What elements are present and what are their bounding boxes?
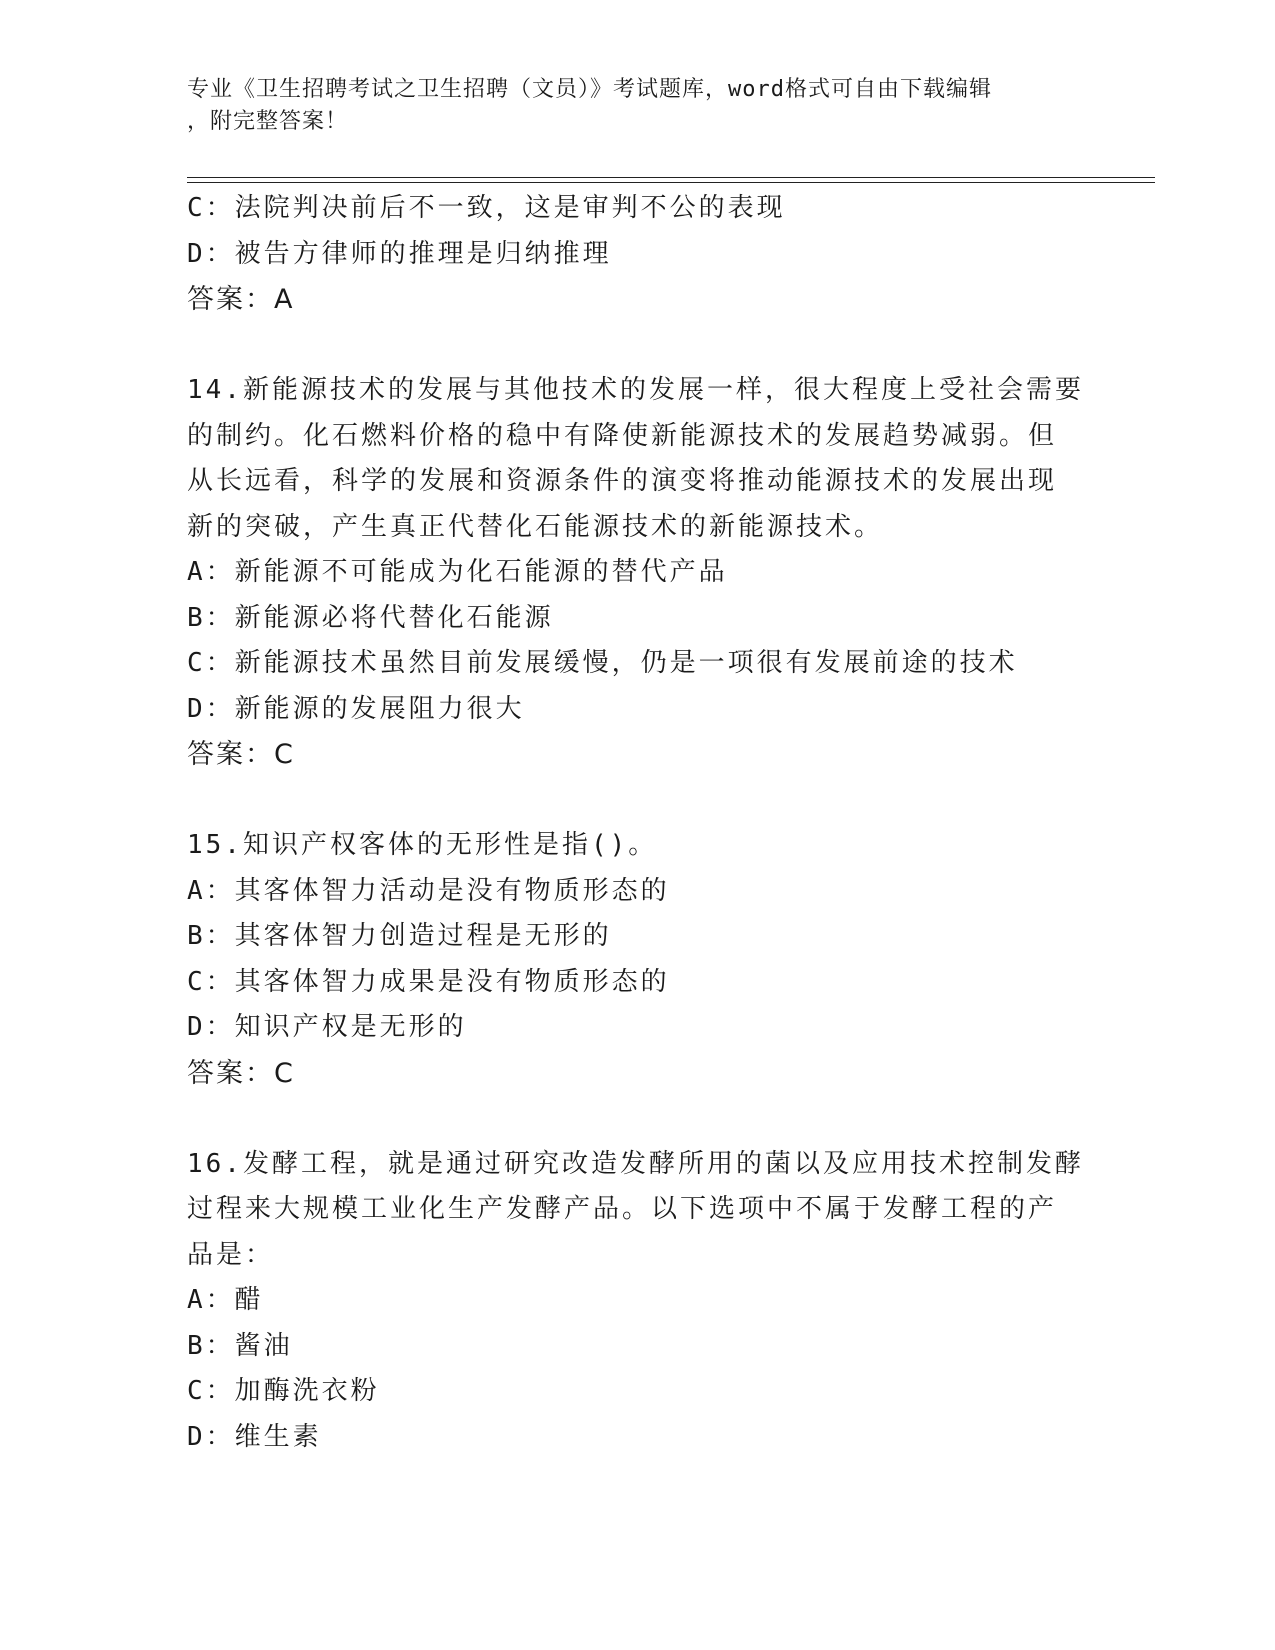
question-stem: 15.知识产权客体的无形性是指()。 <box>187 830 658 860</box>
option-a: A：新能源不可能成为化石能源的替代产品 <box>187 557 728 587</box>
question-stem: 的制约。化石燃料价格的稳中有降使新能源技术的发展趋势减弱。但 <box>187 420 1058 451</box>
option-c: C：法院判决前后不一致，这是审判不公的表现 <box>187 193 786 223</box>
question-stem: 品是： <box>187 1239 275 1270</box>
question-stem: 16.发酵工程，就是通过研究改造发酵所用的菌以及应用技术控制发酵 <box>187 1148 1084 1179</box>
answer: 答案：C <box>187 1057 295 1089</box>
spacer <box>187 778 1087 824</box>
question-13 <box>187 186 1087 323</box>
question-stem: 从长远看，科学的发展和资源条件的演变将推动能源技术的发展出现 <box>187 466 1058 496</box>
option-c: C：加酶洗衣粉 <box>187 1376 380 1406</box>
option-b: B：新能源必将代替化石能源 <box>187 602 554 633</box>
spacer <box>187 323 1087 369</box>
question-stem: 过程来大规模工业化生产发酵产品。以下选项中不属于发酵工程的产 <box>187 1194 1058 1224</box>
question-16 <box>187 1142 1087 1461</box>
option-d: D：新能源的发展阻力很大 <box>187 693 525 724</box>
spacer <box>187 1096 1087 1142</box>
question-stem: 14.新能源技术的发展与其他技术的发展一样，很大程度上受社会需要 <box>187 375 1084 405</box>
option-c: C：其客体智力成果是没有物质形态的 <box>187 966 670 997</box>
header-line-1: 专业《卫生招聘考试之卫生招聘（文员）》考试题库，word格式可自由下载编辑 <box>187 77 992 102</box>
option-a: A：其客体智力活动是没有物质形态的 <box>187 875 670 906</box>
option-d: D：被告方律师的推理是归纳推理 <box>187 238 612 269</box>
question-list <box>187 186 1087 1460</box>
document-header <box>187 74 1067 138</box>
option-d: D：知识产权是无形的 <box>187 1012 467 1042</box>
option-a: A：醋 <box>187 1285 264 1315</box>
option-d: D：维生素 <box>187 1421 322 1452</box>
option-b: B：酱油 <box>187 1330 293 1361</box>
option-c: C：新能源技术虽然目前发展缓慢，仍是一项很有发展前途的技术 <box>187 648 1018 678</box>
question-15 <box>187 823 1087 1096</box>
header-line-2: ，附完整答案！ <box>187 109 349 134</box>
header-divider <box>187 177 1155 183</box>
question-stem: 新的突破，产生真正代替化石能源技术的新能源技术。 <box>187 511 884 542</box>
question-14 <box>187 368 1087 778</box>
answer: 答案：A <box>187 284 295 315</box>
option-b: B：其客体智力创造过程是无形的 <box>187 921 612 951</box>
answer: 答案：C <box>187 739 295 770</box>
